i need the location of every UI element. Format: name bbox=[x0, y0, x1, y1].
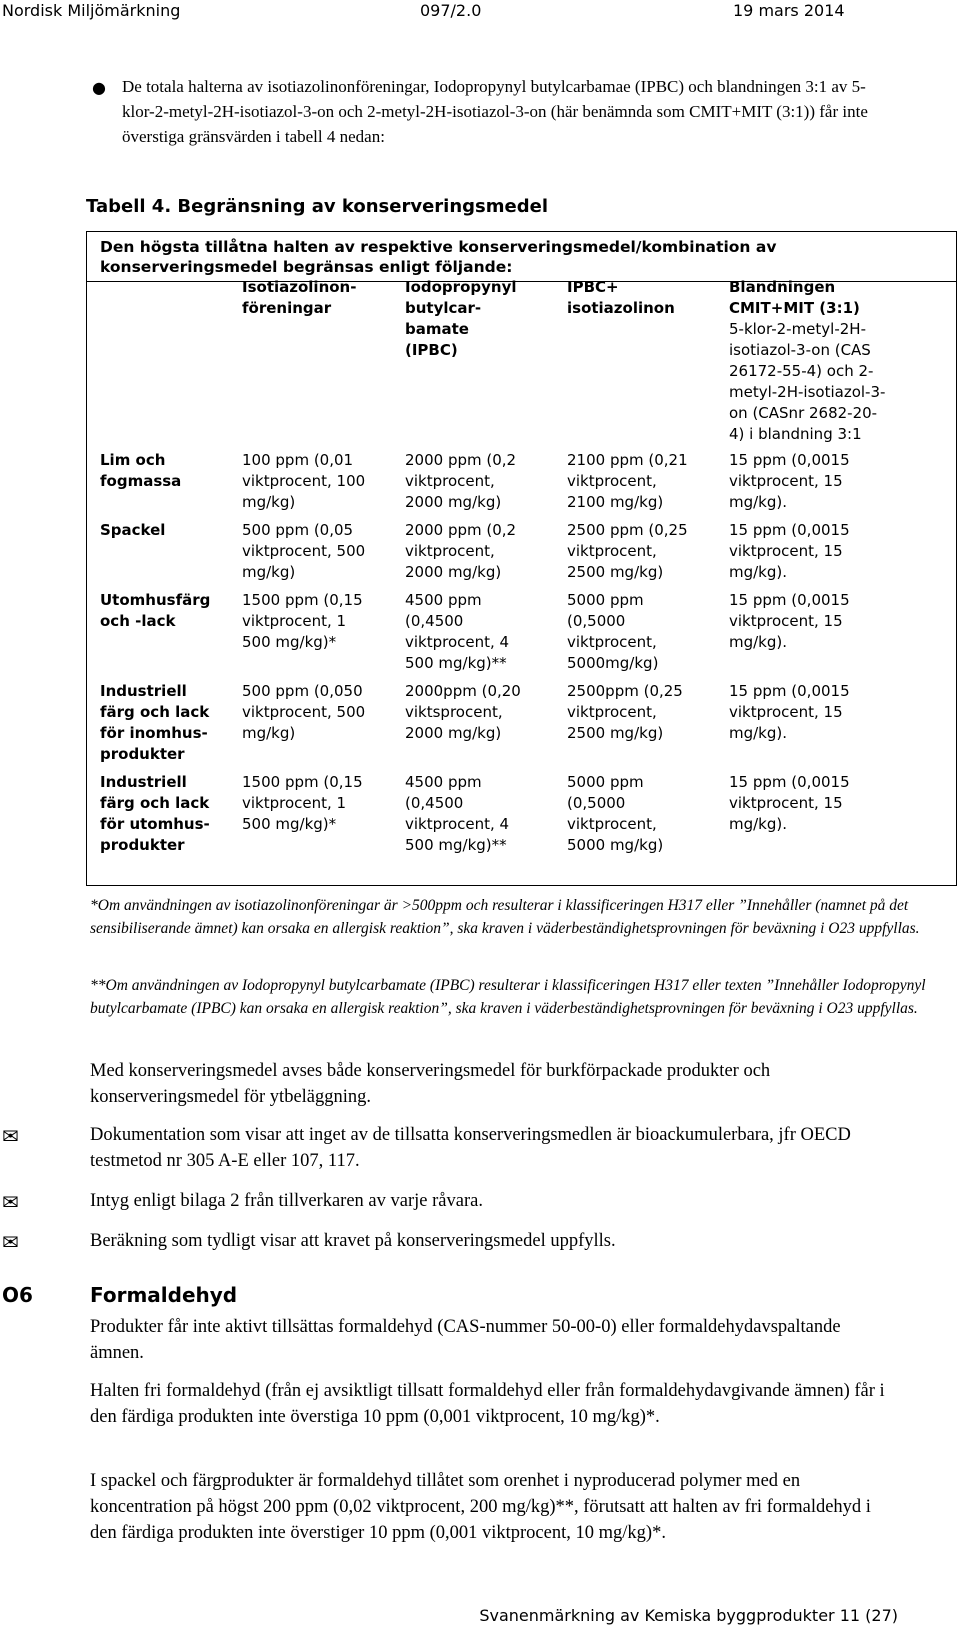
table-cell: 15 ppm (0,0015 viktprocent, 15 mg/kg). bbox=[729, 773, 850, 833]
row-label: Spackel bbox=[100, 521, 166, 539]
section-paragraph: I spackel och färgprodukter är formaldehyd tillåtet som orenhet i nyproducerad polymer med en koncentration på högst 200 ppm (0,02 viktprocent, 200 mg/kg)**, förutsatt att halten av fri formaldehyd i den färdiga produkten inte överstiger 10 ppm (0,001 viktprocent, 10 mg/kg)*. bbox=[90, 1471, 871, 1543]
table-cell: 2000ppm (0,20 viktsprocent, 2000 mg/kg) bbox=[405, 682, 521, 742]
table-cell: 2000 ppm (0,2 viktprocent, 2000 mg/kg) bbox=[405, 521, 517, 581]
header-left: Nordisk Miljömärkning bbox=[2, 1, 181, 20]
row-label: Lim och fogmassa bbox=[100, 451, 182, 490]
section-paragraph: Halten fri formaldehyd (från ej avsiktligt tillsatt formaldehyd eller från formaldehydavgivande ämnen) får i den färdiga produkten inte överstiga 10 ppm (0,001 viktprocent, 10 mg/kg)*. bbox=[90, 1381, 885, 1427]
doc-item: Dokumentation som visar att inget av de tillsatta konserveringsmedlen är bioackumulerbara, jfr OECD testmetod nr 305 A-E eller 107, 117. bbox=[90, 1125, 851, 1171]
table-cell: 2000 ppm (0,2 viktprocent, 2000 mg/kg) bbox=[405, 451, 517, 511]
table-cell: 1500 ppm (0,15 viktprocent, 1 500 mg/kg)* bbox=[242, 591, 363, 651]
header-center: 097/2.0 bbox=[420, 1, 482, 20]
doc-item: Intyg enligt bilaga 2 från tillverkaren av varje råvara. bbox=[90, 1191, 483, 1211]
table-cell: 500 ppm (0,05 viktprocent, 500 mg/kg) bbox=[242, 521, 366, 581]
table-cell: 15 ppm (0,0015 viktprocent, 15 mg/kg). bbox=[729, 451, 850, 511]
section-number: O6 bbox=[2, 1283, 33, 1307]
row-label: Industriell färg och lack för utomhus- produkter bbox=[100, 773, 210, 854]
table-cell: 5000 ppm (0,5000 viktprocent, 5000 mg/kg) bbox=[567, 773, 664, 854]
table-cell: 4500 ppm (0,4500 viktprocent, 4 500 mg/kg)** bbox=[405, 591, 510, 672]
column-header: Isotiazolinon- föreningar bbox=[242, 278, 357, 317]
table-cell: 500 ppm (0,050 viktprocent, 500 mg/kg) bbox=[242, 682, 366, 742]
table-cell: 2100 ppm (0,21 viktprocent, 2100 mg/kg) bbox=[567, 451, 688, 511]
section-paragraph: Produkter får inte aktivt tillsättas formaldehyd (CAS-nummer 50-00-0) eller formaldehydavspaltande ämnen. bbox=[90, 1317, 841, 1363]
table-cell: 15 ppm (0,0015 viktprocent, 15 mg/kg). bbox=[729, 591, 850, 651]
table-cell: 2500ppm (0,25 viktprocent, 2500 mg/kg) bbox=[567, 682, 683, 742]
envelope-icon: ✉ bbox=[2, 1230, 19, 1254]
page-footer: Svanenmärkning av Kemiska byggprodukter 11 (27) bbox=[479, 1606, 898, 1625]
intro-bullet-text: De totala halterna av isotiazolinonföreningar, Iodopropynyl butylcarbamae (IPBC) och blandningen 3:1 av 5-klor-2-metyl-2H-isotiazol-3-on och 2-metyl-2H-isotiazol-3-on (här benämnda som CMIT+MIT (3:1)) får inte överstiga gränsvärden i tabell 4 nedan: bbox=[122, 77, 868, 146]
row-label: Industriell färg och lack för inomhus- produkter bbox=[100, 682, 210, 763]
preservatives-table bbox=[86, 231, 957, 886]
column-header: Iodopropynyl butylcar- bamate (IPBC) bbox=[405, 278, 517, 359]
row-label: Utomhusfärg och -lack bbox=[100, 591, 211, 630]
table-cell: 15 ppm (0,0015 viktprocent, 15 mg/kg). bbox=[729, 682, 850, 742]
table-cell: 4500 ppm (0,4500 viktprocent, 4 500 mg/kg)** bbox=[405, 773, 510, 854]
table-cell: 2500 ppm (0,25 viktprocent, 2500 mg/kg) bbox=[567, 521, 688, 581]
table-cell: 15 ppm (0,0015 viktprocent, 15 mg/kg). bbox=[729, 521, 850, 581]
bullet-icon: ● bbox=[92, 78, 106, 97]
column-header: Blandningen CMIT+MIT (3:1) bbox=[729, 278, 860, 317]
column-header: IPBC+ isotiazolinon bbox=[567, 278, 675, 317]
column-subheader: 5-klor-2-metyl-2H- isotiazol-3-on (CAS 26172-55-4) och 2- metyl-2H-isotiazol-3- on (CASnr 2682-20- 4) i blandning 3:1 bbox=[729, 320, 886, 443]
doc-item: Beräkning som tydligt visar att kravet på konserveringsmedel uppfylls. bbox=[90, 1231, 616, 1251]
header-right: 19 mars 2014 bbox=[733, 1, 845, 20]
table-heading: Den högsta tillåtna halten av respektive konserveringsmedel/kombination av konserveringsmedel begränsas enligt följande: bbox=[87, 232, 956, 282]
envelope-icon: ✉ bbox=[2, 1190, 19, 1214]
column-header-blend bbox=[729, 277, 954, 445]
table-cell: 5000 ppm (0,5000 viktprocent, 5000mg/kg) bbox=[567, 591, 659, 672]
footnote: *Om användningen av isotiazolinonföreningar är >500ppm och resulterar i klassificeringen H317 eller ”Innehåller (namnet på det sensibiliserande ämnet) kan orsaka en allergisk reaktion”, ska kraven i väderbeständighetsprovningen för beväxning i O23 uppfyllas. bbox=[90, 897, 920, 937]
table-cell: 1500 ppm (0,15 viktprocent, 1 500 mg/kg)* bbox=[242, 773, 363, 833]
envelope-icon: ✉ bbox=[2, 1124, 19, 1148]
section-title: Formaldehyd bbox=[90, 1283, 238, 1307]
footnote: **Om användningen av Iodopropynyl butylcarbamate (IPBC) resulterar i klassificeringen H317 eller texten ”Innehåller Iodopropynyl butylcarbamate (IPBC) kan orsaka en allergisk reaktion”, ska kraven i väderbeständighetsprovningen för beväxning i O23 uppfyllas. bbox=[90, 977, 926, 1017]
definition-paragraph: Med konserveringsmedel avses både konserveringsmedel för burkförpackade produkter och konserveringsmedel för ytbeläggning. bbox=[90, 1061, 771, 1107]
table-caption: Tabell 4. Begränsning av konserveringsmedel bbox=[86, 196, 548, 217]
table-cell: 100 ppm (0,01 viktprocent, 100 mg/kg) bbox=[242, 451, 366, 511]
